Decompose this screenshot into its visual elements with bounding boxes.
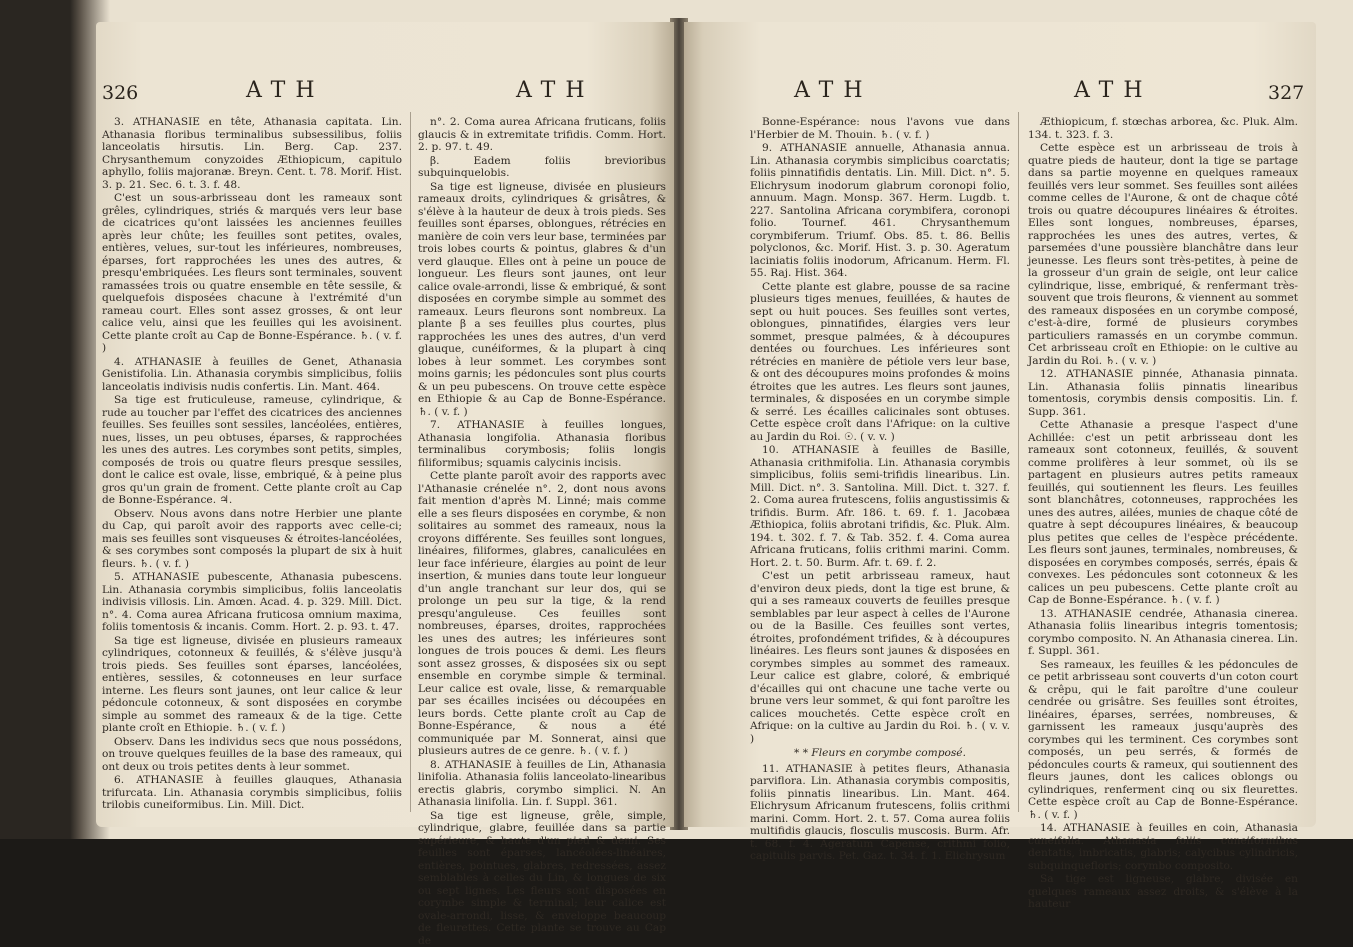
running-head-right-1: ATH	[794, 78, 873, 108]
running-head-right-2: ATH	[1074, 78, 1153, 108]
paragraph: Ses rameaux, les feuilles & les pédoncules de ce petit arbrisseau sont couverts d'un coton court & crêpu, qui le fait paroître d'une couleur cendrée ou grisâtre. Ses feuilles sont étroites, linéaires, éparses, serrées, nombreuses, & garnissent les rameaux jusqu'auprès des corymbes qui les terminent. Ces corymbes sont composés, un peu serrés, & formés de pédoncules courts & rameux, qui soutiennent des fleurs jaunes, dont les calices oblongs ou cylindriques, renferment cinq ou six fleurettes. Cette espèce croît au Cap de Bonne-Espérance. ♄. ( v. f. )	[1028, 659, 1298, 822]
paragraph: 10. ATHANASIE à feuilles de Basille, Athanasia crithmifolia. Lin. Athanasia corymbis simplicibus, foliis semi-trifidis linearibus. Lin. Mill. Dict. n°. 3. Santolina. Mill. Dict. t. 327. f. 2. Coma aurea frutescens, foliis angustissimis & trifidis. Burm. Afr. 186. t. 69. f. 1. Jacobæa Æthiopica, foliis abrotani trifidis, &c. Pluk. Alm. 194. t. 302. f. 7. & Tab. 352. f. 4. Coma aurea Africana fruticans, foliis crithmi marini. Comm. Hort. 2. t. 50. Burm. Afr. t. 69. f. 2.	[750, 444, 1010, 569]
paragraph: 13. ATHANASIE cendrée, Athanasia cinerea. Athanasia foliis linearibus integris tomentosis; corymbo composito. N. An Athanasia cinerea. Lin. f. Suppl. 361.	[1028, 608, 1298, 658]
paragraph: * * Fleurs en corymbe composé.	[750, 747, 1010, 760]
paragraph: Observ. Nous avons dans notre Herbier une plante du Cap, qui paroît avoir des rapports avec celle-ci; mais ses feuilles sont visqueuses & étroites-lancéolées, & ses corymbes sont composés la plupart de six à huit fleurs. ♄. ( v. f. )	[102, 508, 402, 571]
right-column-2	[1028, 116, 1298, 816]
paragraph: 9. ATHANASIE annuelle, Athanasia annua. Lin. Athanasia corymbis simplicibus coarctatis; foliis pinnatifidis dentatis. Lin. Mill. Dict. n°. 5. Elichrysum inodorum glabrum coronopi folio, annuum. Magn. Monsp. 367. Herm. Lugdb. t. 227. Santolina Africana corymbifera, coronopi folio. Tournef. 461. Chrysanthemum corymbiferum. Triumf. Obs. 85. t. 86. Bellis polyclonos, &c. Morif. Hist. 3. p. 30. Ageratum laciniatis foliis inodorum, Africanum. Herm. Fl. 55. Raj. Hist. 364.	[750, 142, 1010, 280]
paragraph: 5. ATHANASIE pubescente, Athanasia pubescens. Lin. Athanasia corymbis simplicibus, foliis lanceolatis indivisis villosis. Lin. Amœn. Acad. 4. p. 329. Mill. Dict. n°. 4. Coma aurea Africana fruticosa omnium maxima, foliis tomentosis & incanis. Comm. Hort. 2. p. 93. t. 47.	[102, 571, 402, 634]
paragraph: Cette plante paroît avoir des rapports avec l'Athanasie crénelée n°. 2, dont nous avons fait mention d'après M. Linné; mais comme elle a ses fleurs disposées en corymbe, & non solitaires au sommet des rameaux, nous la croyons différente. Ses feuilles sont longues, linéaires, filiformes, glabres, canaliculées en leur face inférieure, élargies au point de leur insertion, & munies dans toute leur longueur d'un angle tranchant sur leur dos, qui se prolonge un peu sur la tige, & la rend presqu'anguleuse. Ces feuilles sont nombreuses, éparses, droites, rapprochées les unes des autres; les inférieures sont longues de trois pouces & demi. Les fleurs sont assez grosses, & disposées six ou sept ensemble en corymbe simple & terminal. Leur calice est ovale, lisse, & remarquable par ses écailles incisées ou découpées en leurs bords. Cette plante croît au Cap de Bonne-Espérance, & nous a été communiquée par M. Sonnerat, ainsi que plusieurs autres de ce genre. ♄. ( v. f. )	[418, 470, 666, 758]
paragraph: 7. ATHANASIE à feuilles longues, Athanasia longifolia. Athanasia floribus terminalibus corymbosis; foliis longis filiformibus; squamis calycinis incisis.	[418, 419, 666, 469]
paragraph: Æthiopicum, f. stœchas arborea, &c. Pluk. Alm. 134. t. 323. f. 3.	[1028, 116, 1298, 141]
right-page	[684, 22, 1316, 827]
paragraph: n°. 2. Coma aurea Africana fruticans, foliis glaucis & in extremitate trifidis. Comm. Hort. 2. p. 97. t. 49.	[418, 116, 666, 154]
column-rule-left	[410, 112, 411, 812]
paragraph: Cette Athanasie a presque l'aspect d'une Achillée: c'est un petit arbrisseau dont les rameaux sont cotonneux, feuillés, & souvent comme prolifères à leur sommet, où ils se partagent en plusieurs autres petits rameaux feuillés, qui soutiennent les fleurs. Les feuilles sont blanchâtres, cotonneuses, rapprochées les unes des autres, ailées, munies de chaque côté de quatre à sept découpures linéaires, & beaucoup plus petites que celles de l'espèce précédente. Les fleurs sont jaunes, terminales, nombreuses, & disposées en corymbes composés, serrés, épais & convexes. Les pédoncules sont cotonneux & les calices un peu pubescens. Cette plante croît au Cap de Bonne-Espérance. ♄. ( v. f. )	[1028, 419, 1298, 607]
paragraph: 11. ATHANASIE à petites fleurs, Athanasia parviflora. Lin. Athanasia corymbis compositis, foliis pinnatis linearibus. Lin. Mant. 464. Elichrysum Africanum frutescens, foliis crithmi marini. Comm. Hort. 2. t. 57. Coma aurea foliis multifidis glaucis, flosculis muscosis. Burm. Afr. t. 68. f. 4. Ageratum Capense, crithmi folio, capitulis parvis. Pet. Gaz. t. 34. f. 1. Elichrysum	[750, 763, 1010, 863]
paragraph: 3. ATHANASIE en tête, Athanasia capitata. Lin. Athanasia floribus terminalibus subsessilibus, foliis lanceolatis hirsutis. Lin. Berg. Cap. 237. Chrysanthemum conyzoides Æthiopicum, capitulo aphyllo, foliis majoranæ. Breyn. Cent. t. 78. Morif. Hist. 3. p. 21. Sec. 6. t. 3. f. 48.	[102, 116, 402, 191]
paragraph: 4. ATHANASIE à feuilles de Genet, Athanasia Genistifolia. Lin. Athanasia corymbis simplicibus, foliis lanceolatis indivisis nudis confertis. Lin. Mant. 464.	[102, 356, 402, 394]
page-number-right: 327	[1268, 82, 1304, 104]
paragraph: Sa tige est fruticuleuse, rameuse, cylindrique, & rude au toucher par l'effet des cicatrices des anciennes feuilles. Ses feuilles sont sessiles, lancéolées, entières, nues, lisses, un peu obtuses, éparses, & rapprochées les unes des autres. Les corymbes sont petits, simples, composés de trois ou quatre fleurs presque sessiles, dont le calice est ovale, lisse, embriqué, & à peine plus gros qu'un grain de froment. Cette plante croît au Cap de Bonne-Espérance. ♃.	[102, 394, 402, 507]
paragraph: C'est un petit arbrisseau rameux, haut d'environ deux pieds, dont la tige est brune, & qui a ses rameaux couverts de feuilles presque semblables par leur aspect à celles de l'Aurone ou de la Basille. Ces feuilles sont vertes, étroites, profondément trifides, & à découpures linéaires. Les fleurs sont jaunes & disposées en corymbes simples au sommet des rameaux. Leur calice est glabre, coloré, & embriqué d'écailles qui ont chacune une tache verte ou brune vers leur sommet, & qui font paroître les calices mouchetés. Cette espèce croît en Afrique: on la cultive au Jardin du Roi. ♄. ( v. v. )	[750, 570, 1010, 745]
paragraph: Observ. Dans les individus secs que nous possédons, on trouve quelques feuilles de la base des rameaux, qui ont deux ou trois petites dents à leur sommet.	[102, 736, 402, 774]
paragraph: Sa tige est ligneuse, divisée en plusieurs rameaux droits, cylindriques & grisâtres, & s'élève à la hauteur de deux à trois pieds. Ses feuilles sont éparses, oblongues, rétrécies en manière de coin vers leur base, terminées par trois lobes courts & pointus, glabres & d'un verd glauque. Elles ont à peine un pouce de longueur. Les fleurs sont jaunes, ont leur calice ovale-arrondi, lisse & embriqué, & sont disposées en corymbe simple au sommet des rameaux. Leurs fleurons sont nombreux. La plante β a ses feuilles plus courtes, plus rapprochées les unes des autres, d'un verd glauque, cunéiformes, & la plupart à cinq lobes à leur sommet. Les corymbes sont moins garnis; les pédoncules sont plus courts & un peu pubescens. On trouve cette espèce en Ethiopie & au Cap de Bonne-Espérance. ♄. ( v. f. )	[418, 181, 666, 419]
column-rule-right	[1018, 112, 1019, 812]
paragraph: Cette plante est glabre, pousse de sa racine plusieurs tiges menues, feuillées, & hautes de sept ou huit pouces. Ses feuilles sont vertes, oblongues, pinnatifides, élargies vers leur sommet, presque palmées, & à découpures dentées ou fourchues. Les inférieures sont rétrécies en manière de pétiole vers leur base, & ont des découpures moins profondes & moins étroites que les autres. Les fleurs sont jaunes, terminales, & disposées en un corymbe simple & serré. Les écailles calicinales sont obtuses. Cette espèce croît dans l'Afrique: on la cultive au Jardin du Roi. ☉. ( v. v. )	[750, 281, 1010, 444]
page-number-left: 326	[102, 82, 138, 104]
paragraph: Cette espèce est un arbrisseau de trois à quatre pieds de hauteur, dont la tige se partage dans sa partie moyenne en quelques rameaux feuillés vers leur sommet. Ses feuilles sont ailées comme celles de l'Aurone, & ont de chaque côté trois ou quatre découpures linéaires & étroites. Elles sont longues, nombreuses, éparses, rapprochées les unes des autres, vertes, & parsemées d'une poussière blanchâtre dans leur jeunesse. Les fleurs sont très-petites, à peine de la grosseur d'un grain de seigle, ont leur calice cylindrique, lisse, embriqué, & renfermant très-souvent que trois fleurons, & viennent au sommet des rameaux disposées en un corymbe composé, c'est-à-dire, formé de plusieurs corymbes particuliers ramassés en un corymbe commun. Cet arbrisseau croît en Ethiopie: on le cultive au Jardin du Roi. ♄. ( v. v. )	[1028, 142, 1298, 367]
paragraph: Sa tige est ligneuse, glabre, divisée en quelques rameaux assez droits, & s'élève à la hauteur	[1028, 873, 1298, 911]
left-column-1	[102, 116, 402, 816]
running-head-left-1: ATH	[246, 78, 325, 108]
paragraph: 8. ATHANASIE à feuilles de Lin, Athanasia linifolia. Athanasia foliis lanceolato-linearibus erectis glabris, corymbo simplici. N. An Athanasia linifolia. Lin. f. Suppl. 361.	[418, 759, 666, 809]
paragraph: 6. ATHANASIE à feuilles glauques, Athanasia trifurcata. Lin. Athanasia corymbis simplicibus, foliis trilobis cuneiformibus. Lin. Mill. Dict.	[102, 774, 402, 812]
paragraph: 14. ATHANASIE à feuilles en coin, Athanasia cuneifolia. Athanasia foliis cuneiformibus dentatis, imbricatis, glabris; calycibus cylindricis, subquinquefloris; corymbo composito.	[1028, 822, 1298, 872]
paragraph: Sa tige est ligneuse, grêle, simple, cylindrique, glabre, feuillée dans sa partie supérieure, & haute d'un pied & demi. Ses feuilles sont éparses, lancéolées-linéaires, entières, pointues, glabres, redressées, assez semblables à celles du Lin, & longues de six ou sept lignes. Les fleurs sont disposées en corymbe simple & terminal; leur calice est ovale-arrondi, lisse, & enveloppe beaucoup de fleurettes. Cette plante se trouve au Cap de	[418, 810, 666, 947]
paragraph: β. Eadem foliis brevioribus subquinquelobis.	[418, 155, 666, 180]
left-column-2	[418, 116, 666, 816]
paragraph: 12. ATHANASIE pinnée, Athanasia pinnata. Lin. Athanasia foliis pinnatis linearibus tomentosis, corymbis densis compositis. Lin. f. Supp. 361.	[1028, 368, 1298, 418]
running-head-left-2: ATH	[516, 78, 595, 108]
paragraph: Bonne-Espérance: nous l'avons vue dans l'Herbier de M. Thouin. ♄. ( v. f. )	[750, 116, 1010, 141]
left-page	[96, 22, 674, 827]
right-column-1	[750, 116, 1010, 816]
paragraph: C'est un sous-arbrisseau dont les rameaux sont grêles, cylindriques, striés & marqués vers leur base de cicatrices qu'ont laissées les anciennes feuilles après leur chûte; les feuilles sont petites, ovales, entières, velues, sur-tout les inférieures, nombreuses, éparses, fort rapprochées les unes des autres, & presqu'embriquées. Les fleurs sont terminales, souvent ramassées trois ou quatre ensemble en tête sessile, & quelquefois disposées chacune à l'extrémité d'un rameau court. Elles sont assez grosses, & ont leur calice velu, ainsi que les feuilles qui les avoisinent. Cette plante croît au Cap de Bonne-Espérance. ♄. ( v. f. )	[102, 192, 402, 355]
paragraph: Sa tige est ligneuse, divisée en plusieurs rameaux cylindriques, cotonneux & feuillés, & s'élève jusqu'à trois pieds. Ses feuilles sont éparses, lancéolées, entières, sessiles, & cotonneuses en leur surface interne. Les fleurs sont jaunes, ont leur calice & leur pédoncule cotonneux, & sont disposées en corymbe simple au sommet des rameaux & de la tige. Cette plante croît en Ethiopie. ♄. ( v. f. )	[102, 635, 402, 735]
